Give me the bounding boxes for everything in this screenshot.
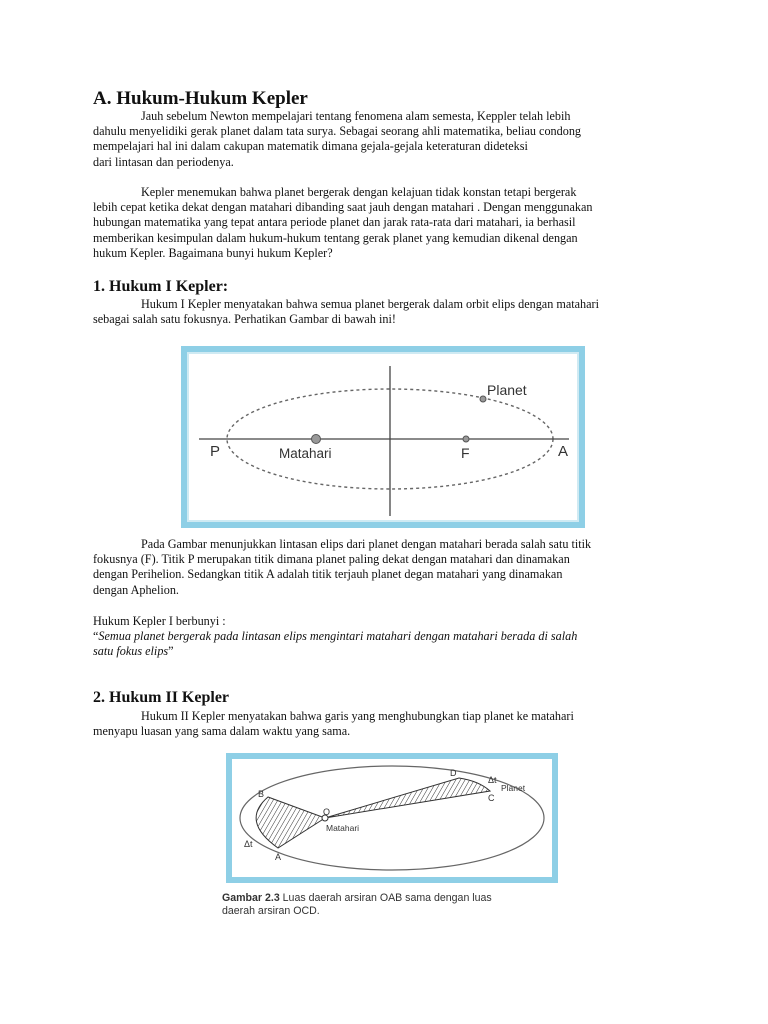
section-1-intro: Hukum I Kepler menyatakan bahwa semua planet bergerak dalam orbit elips dengan matahari sebagai salah satu fokusnya. Perhatikan Gambar di bawah ini! [93, 297, 599, 327]
d-label: D [450, 768, 457, 778]
sector-ocd [325, 778, 490, 818]
section-2-title: 2. Hukum II Kepler [93, 689, 230, 706]
sun-label: Matahari [279, 446, 332, 461]
ellipse-orbit-diagram [189, 354, 577, 520]
section-1-explanation: Pada Gambar menunjukkan lintasan elips dari planet dengan matahari berada salah satu titik fokusnya (F). Titik P merupakan titik dimana planet paling dekat dengan matahari dan dinamakan dengan Perihelion. Sedangkan titik A adalah titik terjauh planet degan matahari yang dinamakan dengan Aphelion. [93, 537, 592, 597]
kepler-1-statement: Hukum Kepler I berbunyi : “Semua planet bergerak pada lintasan elips mengintari matahari dengan matahari berada di salah satu fokus elips” [93, 614, 683, 660]
a-label: A [558, 443, 569, 460]
sun-label: Matahari [326, 823, 360, 833]
planet-label: Planet [501, 783, 526, 793]
planet-label: Planet [487, 382, 527, 398]
o-label: O [323, 807, 331, 817]
sector-oab [256, 797, 325, 848]
law-label: Hukum Kepler I berbunyi : [93, 614, 226, 628]
section-a-paragraph-1: Jauh sebelum Newton mempelajari tentang fenomena alam semesta, Keppler telah lebih dahulu menyelidiki gerak planet dalam tata surya. Sebagai seorang ahli matematika, beliau condong mempelajari hal ini dalam cakupan matematik dimana gejala-gejala keteraturan dideteksi dari lintasan dan periodenya. [93, 109, 582, 169]
section-a-title: A. Hukum-Hukum Kepler [93, 88, 308, 109]
b-label: B [258, 789, 265, 799]
section-a-paragraph-2: Kepler menemukan bahwa planet bergerak dengan kelajuan tidak konstan tetapi bergerak lebih cepat ketika dekat dengan matahari dibanding saat jauh dengan matahari . Dengan menggunakan hubungan matematika yang tepat antara periode planet dan jarak rata-rata dari matahari, ia berhasil memberikan kesimpulan dalam hukum-hukum tentang gerak planet yang kemudian dikenal dengan hukum Kepler. Bagaimana bunyi hukum Kepler? [93, 185, 593, 260]
section-2-intro: Hukum II Kepler menyatakan bahwa garis yang menghubungkan tiap planet ke matahari menyapu luasan yang sama dalam waktu yang sama. [93, 709, 574, 739]
focus-dot [463, 436, 469, 442]
p-label: P [210, 443, 221, 460]
section-1-title: 1. Hukum I Kepler: [93, 278, 229, 295]
kepler-2-caption: Gambar 2.3 Luas daerah arsiran OAB sama dengan luas daerah arsiran OCD. [222, 892, 492, 917]
equal-area-diagram [232, 759, 552, 877]
a-label: A [275, 852, 282, 862]
sun-dot [312, 435, 321, 444]
planet-dot [480, 396, 486, 402]
dt-left-label: Δt [244, 839, 253, 849]
law-quote: “Semua planet bergerak pada lintasan elips mengintari matahari dengan matahari berada di salah [93, 629, 578, 644]
f-label: F [461, 445, 470, 461]
c-label: C [488, 793, 495, 803]
kepler-1-figure [181, 346, 585, 528]
dt-top-label: Δt [488, 775, 497, 785]
kepler-2-figure [226, 753, 558, 883]
